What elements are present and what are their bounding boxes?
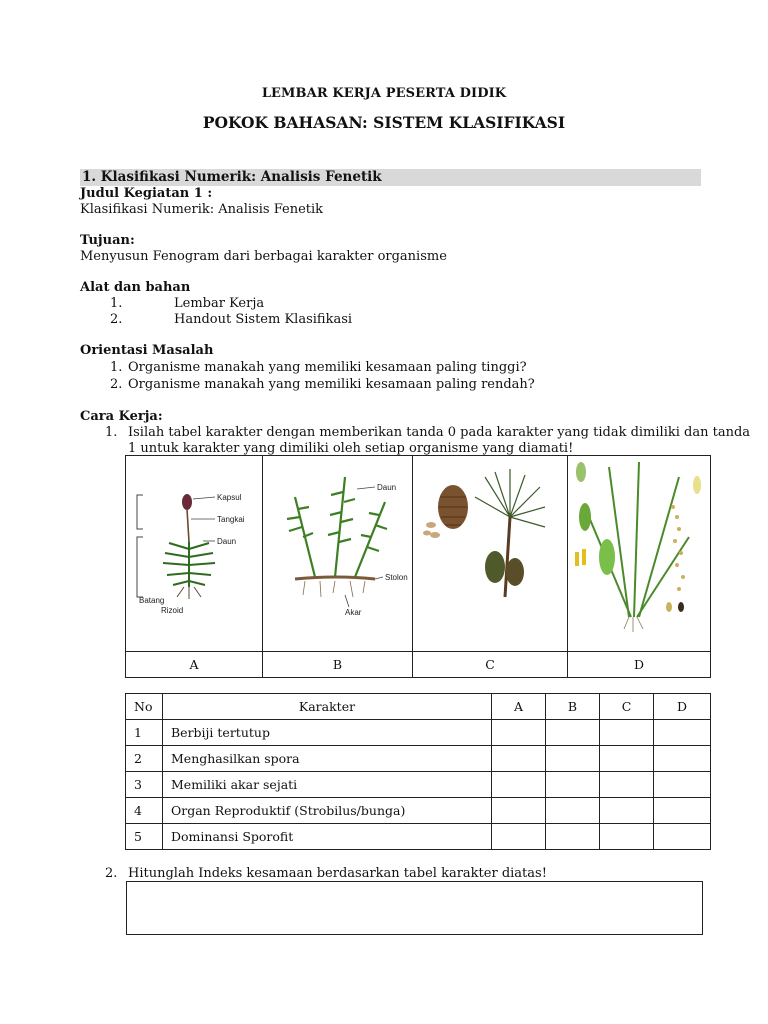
cell-b[interactable] <box>546 772 600 798</box>
organism-a-image-cell <box>126 456 263 652</box>
organism-c-image-cell <box>413 456 568 652</box>
orientasi-item-text: Organisme manakah yang memiliki kesamaan paling tinggi? <box>128 360 527 375</box>
cara-kerja-label: Cara Kerja: <box>80 409 163 424</box>
cell-a[interactable] <box>492 798 546 824</box>
header-a: A <box>492 694 546 720</box>
row-karakter: Dominansi Sporofit <box>163 824 492 850</box>
orientasi-item-text: Organisme manakah yang memiliki kesamaan paling rendah? <box>128 377 535 392</box>
row-no: 1 <box>126 720 163 746</box>
cell-d[interactable] <box>654 798 711 824</box>
cell-d[interactable] <box>654 746 711 772</box>
organism-b-caption: B <box>263 652 413 678</box>
table-row <box>126 772 711 798</box>
row-karakter: Memiliki akar sejati <box>163 772 492 798</box>
tujuan-value: Menyusun Fenogram dari berbagai karakter organisme <box>80 249 447 264</box>
header-no: No <box>126 694 163 720</box>
organism-a-caption: A <box>126 652 263 678</box>
similarity-index-answer-box[interactable] <box>126 881 703 935</box>
cell-c[interactable] <box>600 746 654 772</box>
row-no: 4 <box>126 798 163 824</box>
cell-a[interactable] <box>492 824 546 850</box>
moss-label-batang: Batang <box>139 596 165 605</box>
organism-d-image-cell <box>568 456 711 652</box>
pine-illustration <box>415 457 565 647</box>
row-karakter: Berbiji tertutup <box>163 720 492 746</box>
alat-item-num: 1. <box>110 296 123 311</box>
moss-illustration <box>129 457 259 647</box>
fern-illustration <box>265 457 410 647</box>
alat-item-text: Lembar Kerja <box>174 296 265 311</box>
cell-b[interactable] <box>546 720 600 746</box>
tujuan-label: Tujuan: <box>80 233 135 248</box>
cell-b[interactable] <box>546 746 600 772</box>
cara-step1-num: 1. <box>105 425 118 440</box>
alat-item-text: Handout Sistem Klasifikasi <box>174 312 353 327</box>
section-heading: 1. Klasifikasi Numerik: Analisis Fenetik <box>82 169 382 185</box>
judul-label: Judul Kegiatan 1 : <box>80 186 213 201</box>
fern-label-akar: Akar <box>345 608 362 617</box>
moss-label-rizoid: Rizoid <box>161 606 184 615</box>
document-subtitle: POKOK BAHASAN: SISTEM KLASIFIKASI <box>202 113 566 132</box>
cell-a[interactable] <box>492 746 546 772</box>
cara-step1-line2: 1 untuk karakter yang dimiliki oleh setiap organisme yang diamati! <box>128 441 574 456</box>
row-karakter: Menghasilkan spora <box>163 746 492 772</box>
organism-image-table <box>125 455 711 678</box>
header-c: C <box>600 694 654 720</box>
table-row <box>126 720 711 746</box>
cell-c[interactable] <box>600 824 654 850</box>
row-no: 3 <box>126 772 163 798</box>
cell-d[interactable] <box>654 772 711 798</box>
character-table-header <box>126 694 711 720</box>
table-row <box>126 798 711 824</box>
row-no: 5 <box>126 824 163 850</box>
rice-plant-illustration <box>569 457 709 647</box>
moss-label-tangkai: Tangkai <box>217 515 245 524</box>
organism-d-caption: D <box>568 652 711 678</box>
alat-label: Alat dan bahan <box>80 280 191 295</box>
cell-b[interactable] <box>546 798 600 824</box>
header-d: D <box>654 694 711 720</box>
cell-a[interactable] <box>492 772 546 798</box>
cell-c[interactable] <box>600 720 654 746</box>
fern-label-daun: Daun <box>377 483 397 492</box>
organism-c-caption: C <box>413 652 568 678</box>
orientasi-item-num: 2. <box>110 377 123 392</box>
cara-step2-text: Hitunglah Indeks kesamaan berdasarkan tabel karakter diatas! <box>128 866 547 881</box>
organism-b-image-cell <box>263 456 413 652</box>
orientasi-label: Orientasi Masalah <box>80 343 214 358</box>
row-no: 2 <box>126 746 163 772</box>
judul-value: Klasifikasi Numerik: Analisis Fenetik <box>80 202 324 217</box>
row-karakter: Organ Reproduktif (Strobilus/bunga) <box>163 798 492 824</box>
cara-step2-num: 2. <box>105 866 118 881</box>
table-row <box>126 746 711 772</box>
fern-label-stolon: Stolon <box>385 573 408 582</box>
moss-label-daun: Daun <box>217 537 237 546</box>
cell-c[interactable] <box>600 798 654 824</box>
orientasi-item-num: 1. <box>110 360 123 375</box>
table-row <box>126 824 711 850</box>
document-title: LEMBAR KERJA PESERTA DIDIK <box>261 86 507 101</box>
character-table <box>125 693 711 850</box>
cell-d[interactable] <box>654 824 711 850</box>
cell-b[interactable] <box>546 824 600 850</box>
cara-step1-line1: Isilah tabel karakter dengan memberikan tanda 0 pada karakter yang tidak dimiliki dan tanda <box>128 425 751 440</box>
cell-d[interactable] <box>654 720 711 746</box>
cell-c[interactable] <box>600 772 654 798</box>
header-karakter: Karakter <box>163 694 492 720</box>
header-b: B <box>546 694 600 720</box>
cell-a[interactable] <box>492 720 546 746</box>
moss-label-kapsul: Kapsul <box>217 493 242 502</box>
alat-item-num: 2. <box>110 312 123 327</box>
